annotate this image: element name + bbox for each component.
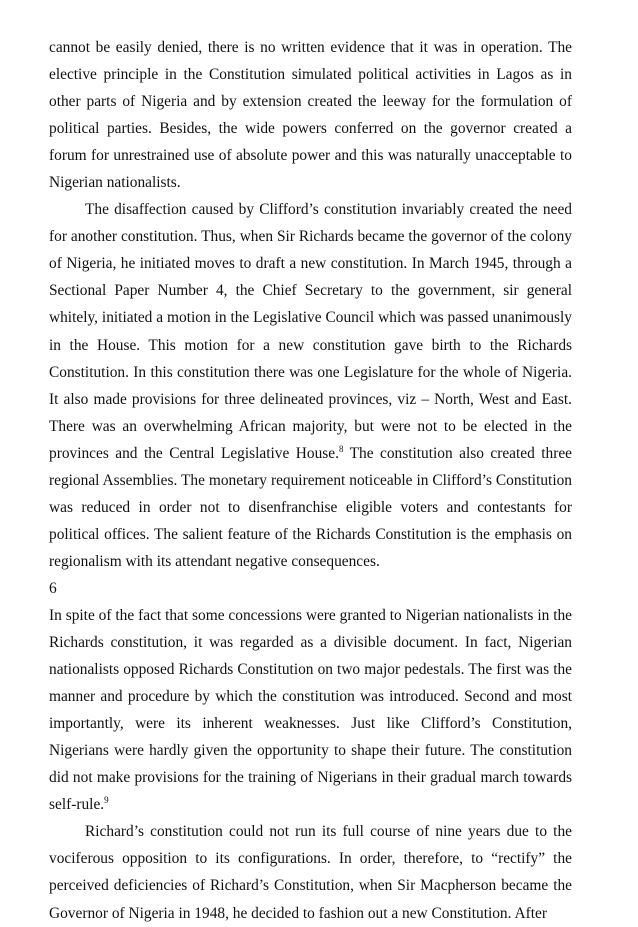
paragraph-2-continuation: The constitution also created three regional Assemblies. The monetary requirement noticeable in Clifford’s Constitution was reduced in order not to disenfranchise eligible voters and contestants for political offices. The salient feature of the Richards Constitution is the emphasis on regionalism with its attendant negative consequences.: [49, 444, 572, 570]
paragraph-1: cannot be easily denied, there is no written evidence that it was in operation. The elective principle in the Constitution simulated political activities in Lagos as in other parts of Nigeria and by extension created the leeway for the formulation of political parties. Besides, the wide powers conferred on the governor created a forum for unrestrained use of absolute power and this was naturally unacceptable to Nigerian nationalists.: [49, 39, 572, 192]
paragraph-3: [49, 602, 572, 818]
document-page: [49, 34, 572, 927]
paragraph-3-text: In spite of the fact that some concessions were granted to Nigerian nationalists in the Richards constitution, it was regarded as a divisible document. In fact, Nigerian nationalists opposed Richards Constitution on two major pedestals. The first was the manner and procedure by which the constitution was introduced. Second and most importantly, were its inherent weaknesses. Just like Clifford’s Constitution, Nigerians were hardly given the opportunity to shape their future. The constitution did not make provisions for the training of Nigerians in their gradual march towards self-rule.: [49, 606, 572, 814]
paragraph-2-text: The disaffection caused by Clifford’s constitution invariably created the need for another constitution. Thus, when Sir Richards became the governor of the colony of Nigeria, he initiated moves to draft a new constitution. In March 1945, through a Sectional Paper Number 4, the Chief Secretary to the government, sir general whitely, initiated a motion in the Legislative Council which was passed unanimously in the House. This motion for a new constitution gave birth to the Richards Constitution. In this constitution there was one Legislature for the whole of Nigeria. It also made provisions for three delineated provinces, viz – North, West and East. There was an overwhelming African majority, but were not to be elected in the provinces and the Central Legislative House.: [49, 201, 572, 462]
paragraph-2: [49, 196, 572, 575]
page-number: 6: [49, 579, 57, 597]
footnote-reference-8: 8: [338, 443, 344, 454]
footnote-reference-9: 9: [104, 795, 109, 806]
paragraph-4: Richard’s constitution could not run its full course of nine years due to the vociferous opposition to its configurations. In order, therefore, to “rectify” the perceived deficiencies of Richard’s Constitution, when Sir Macpherson became the Governor of Nigeria in 1948, he decided to fashion out a new Constitution. After: [49, 823, 572, 922]
